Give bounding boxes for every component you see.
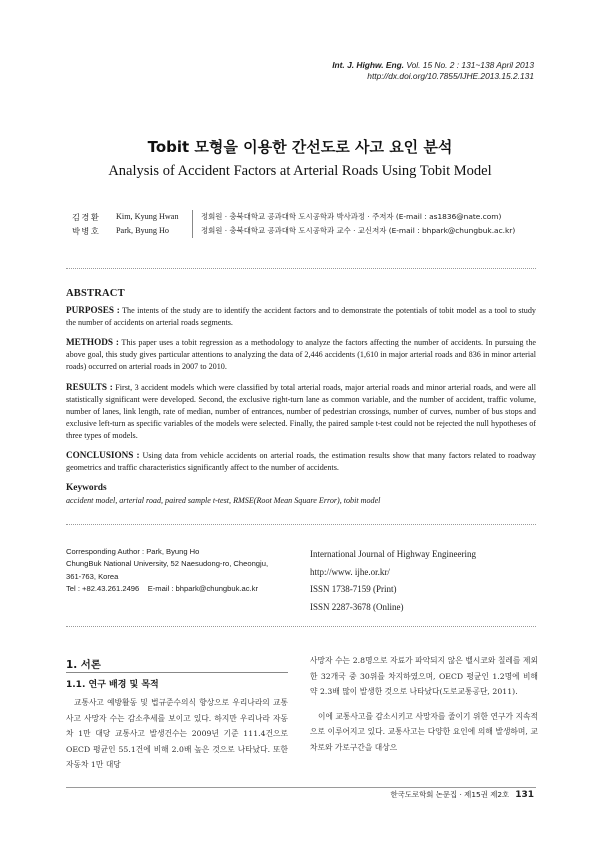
author-name-english: Park, Byung Ho xyxy=(116,226,169,235)
author-row xyxy=(72,210,542,224)
body-column-left xyxy=(66,656,288,773)
abstract-conclusions xyxy=(66,449,536,474)
body-paragraph: 사망자 수는 2.8명으로 자료가 파악되지 않은 벨시코와 칠레를 제외한 32개국 중 30위를 차지하였으며, OECD 평균인 1.2명에 비해 약 2.3배 많이 발생한 것으로 나타났다(도로교통공단, 2011). xyxy=(310,656,538,697)
author-name-korean: 김경환 xyxy=(72,212,101,222)
journal-citation xyxy=(332,60,534,82)
journal-url[interactable]: http://www. ijhe.or.kr/ xyxy=(310,566,390,577)
section-rule xyxy=(66,672,288,673)
results-label: RESULTS : xyxy=(66,381,113,392)
volume-info: Vol. 15 No. 2 : 131~138 April 2013 xyxy=(404,60,534,70)
dotted-divider xyxy=(66,268,536,269)
keywords-heading: Keywords xyxy=(66,483,107,494)
title-english: Analysis of Accident Factors at Arterial Roads Using Tobit Model xyxy=(108,163,492,179)
footer-journal: 한국도로학회 논문집 · 제15권 제2호 xyxy=(390,790,510,799)
subsection-heading: 1.1. 연구 배경 및 목적 xyxy=(66,680,159,690)
abstract-purposes xyxy=(66,304,536,329)
methods-text: This paper uses a tobit regression as a methodology to analyze the factors affecting the number of accidents. In pursuing the above goal, this study gives particular attentions to analyzing the data of 2,446 accidents (1,610 in major arterial roads and 836 in minor arterial roads) occurred on arterial roads in 2007 to 2010. xyxy=(66,338,536,372)
body-paragraph: 이에 교통사고를 감소시키고 사망자를 줄이기 위한 연구가 지속적으로 이루어지고 있다. 교통사고는 다양한 요인에 의해 발생하며, 교차로와 가로구간을 대상으 xyxy=(310,711,538,752)
author-list xyxy=(72,210,542,238)
journal-name: Int. J. Highw. Eng. xyxy=(332,60,405,70)
abstract-heading: ABSTRACT xyxy=(66,288,125,299)
issn-print: ISSN 1738-7159 (Print) xyxy=(310,584,397,594)
author-affiliation: 정회원 · 충북대학교 공과대학 도시공학과 교수 · 교신저자 (E-mail : bhpark@chungbuk.ac.kr) xyxy=(192,224,515,238)
author-affiliation: 정회원 · 충북대학교 공과대학 도시공학과 박사과정 · 주저자 (E-mail : as1836@nate.com) xyxy=(192,210,501,224)
abstract-results xyxy=(66,381,536,442)
page-footer xyxy=(391,789,534,800)
purposes-label: PURPOSES : xyxy=(66,305,120,316)
conclusions-label: CONCLUSIONS : xyxy=(66,450,140,461)
abstract-methods xyxy=(66,336,536,373)
author-name-korean: 박병호 xyxy=(72,226,101,236)
abstract xyxy=(66,288,536,507)
corresponding-line: Corresponding Author : Park, Byung Ho xyxy=(66,547,200,556)
purposes-text: The intents of the study are to identify the accident factors and to demonstrate the potentials of tobit model as a tool to study the number of accidents on arterial roads segments. xyxy=(66,306,536,328)
methods-label: METHODS : xyxy=(66,337,119,348)
results-text: First, 3 accident models which were classified by total arterial roads, major arterial roads and minor arterial roads, and were all statistically significant were developed. Second, the exclusive right-turn lane as common variable, and the number of accident, traffic volume, number of lanes, link length, rate of median, number of entrances, number of pedestrian crossings, number of curves, number of bus stops and exclusive left-turn as specific variables of the models were selected. Finally, the paired sample t-test could not be rejected the null hypotheses of three types of models. xyxy=(66,382,536,440)
issn-online: ISSN 2287-3678 (Online) xyxy=(310,601,404,612)
body-paragraph: 교통사고 예방활동 및 법규준수의식 향상으로 우리나라의 교통사고 사망자 수는 감소추세를 보이고 있다. 하지만 우리나라 자동차 1만 대당 교통사고 발생건수는 2009년 기준 111.4건으로 OECD 평균인 55.1건에 비해 2.0배 높은 것으로 나타났다. 또한 자동차 1만 대당 xyxy=(66,698,288,770)
conclusions-text: Using data from vehicle accidents on arterial roads, the estimation results show that many factors related to roadway geometrics and traffic characteristics significantly affect to the number of accidents. xyxy=(66,451,536,473)
page-number: 131 xyxy=(515,790,534,800)
corresponding-line: 361-763, Korea xyxy=(66,571,119,581)
journal-info xyxy=(310,546,540,616)
keywords-list: accident model, arterial road, paired sample t-test, RMSE(Root Mean Square Error), tobit model xyxy=(66,496,381,506)
author-row xyxy=(72,224,542,238)
corresponding-line: ChungBuk National University, 52 Naesudong-ro, Cheongju, xyxy=(66,559,269,569)
dotted-divider xyxy=(66,524,536,525)
section-heading: 1. 서론 xyxy=(66,659,101,671)
author-name-english: Kim, Kyung Hwan xyxy=(116,212,179,221)
corresponding-contact: Tel : +82.43.261.2496 E-mail : bhpark@chungbuk.ac.kr xyxy=(66,584,258,594)
corresponding-author xyxy=(66,546,291,596)
title-korean: Tobit 모형을 이용한 간선도로 사고 요인 분석 xyxy=(147,138,453,156)
footer-rule xyxy=(66,787,536,788)
dotted-divider xyxy=(66,626,536,627)
body-column-right xyxy=(310,653,538,756)
journal-full-name: International Journal of Highway Engineering xyxy=(310,549,476,559)
doi-link[interactable]: http://dx.doi.org/10.7855/IJHE.2013.15.2.131 xyxy=(367,71,534,81)
citation-line xyxy=(332,60,534,71)
